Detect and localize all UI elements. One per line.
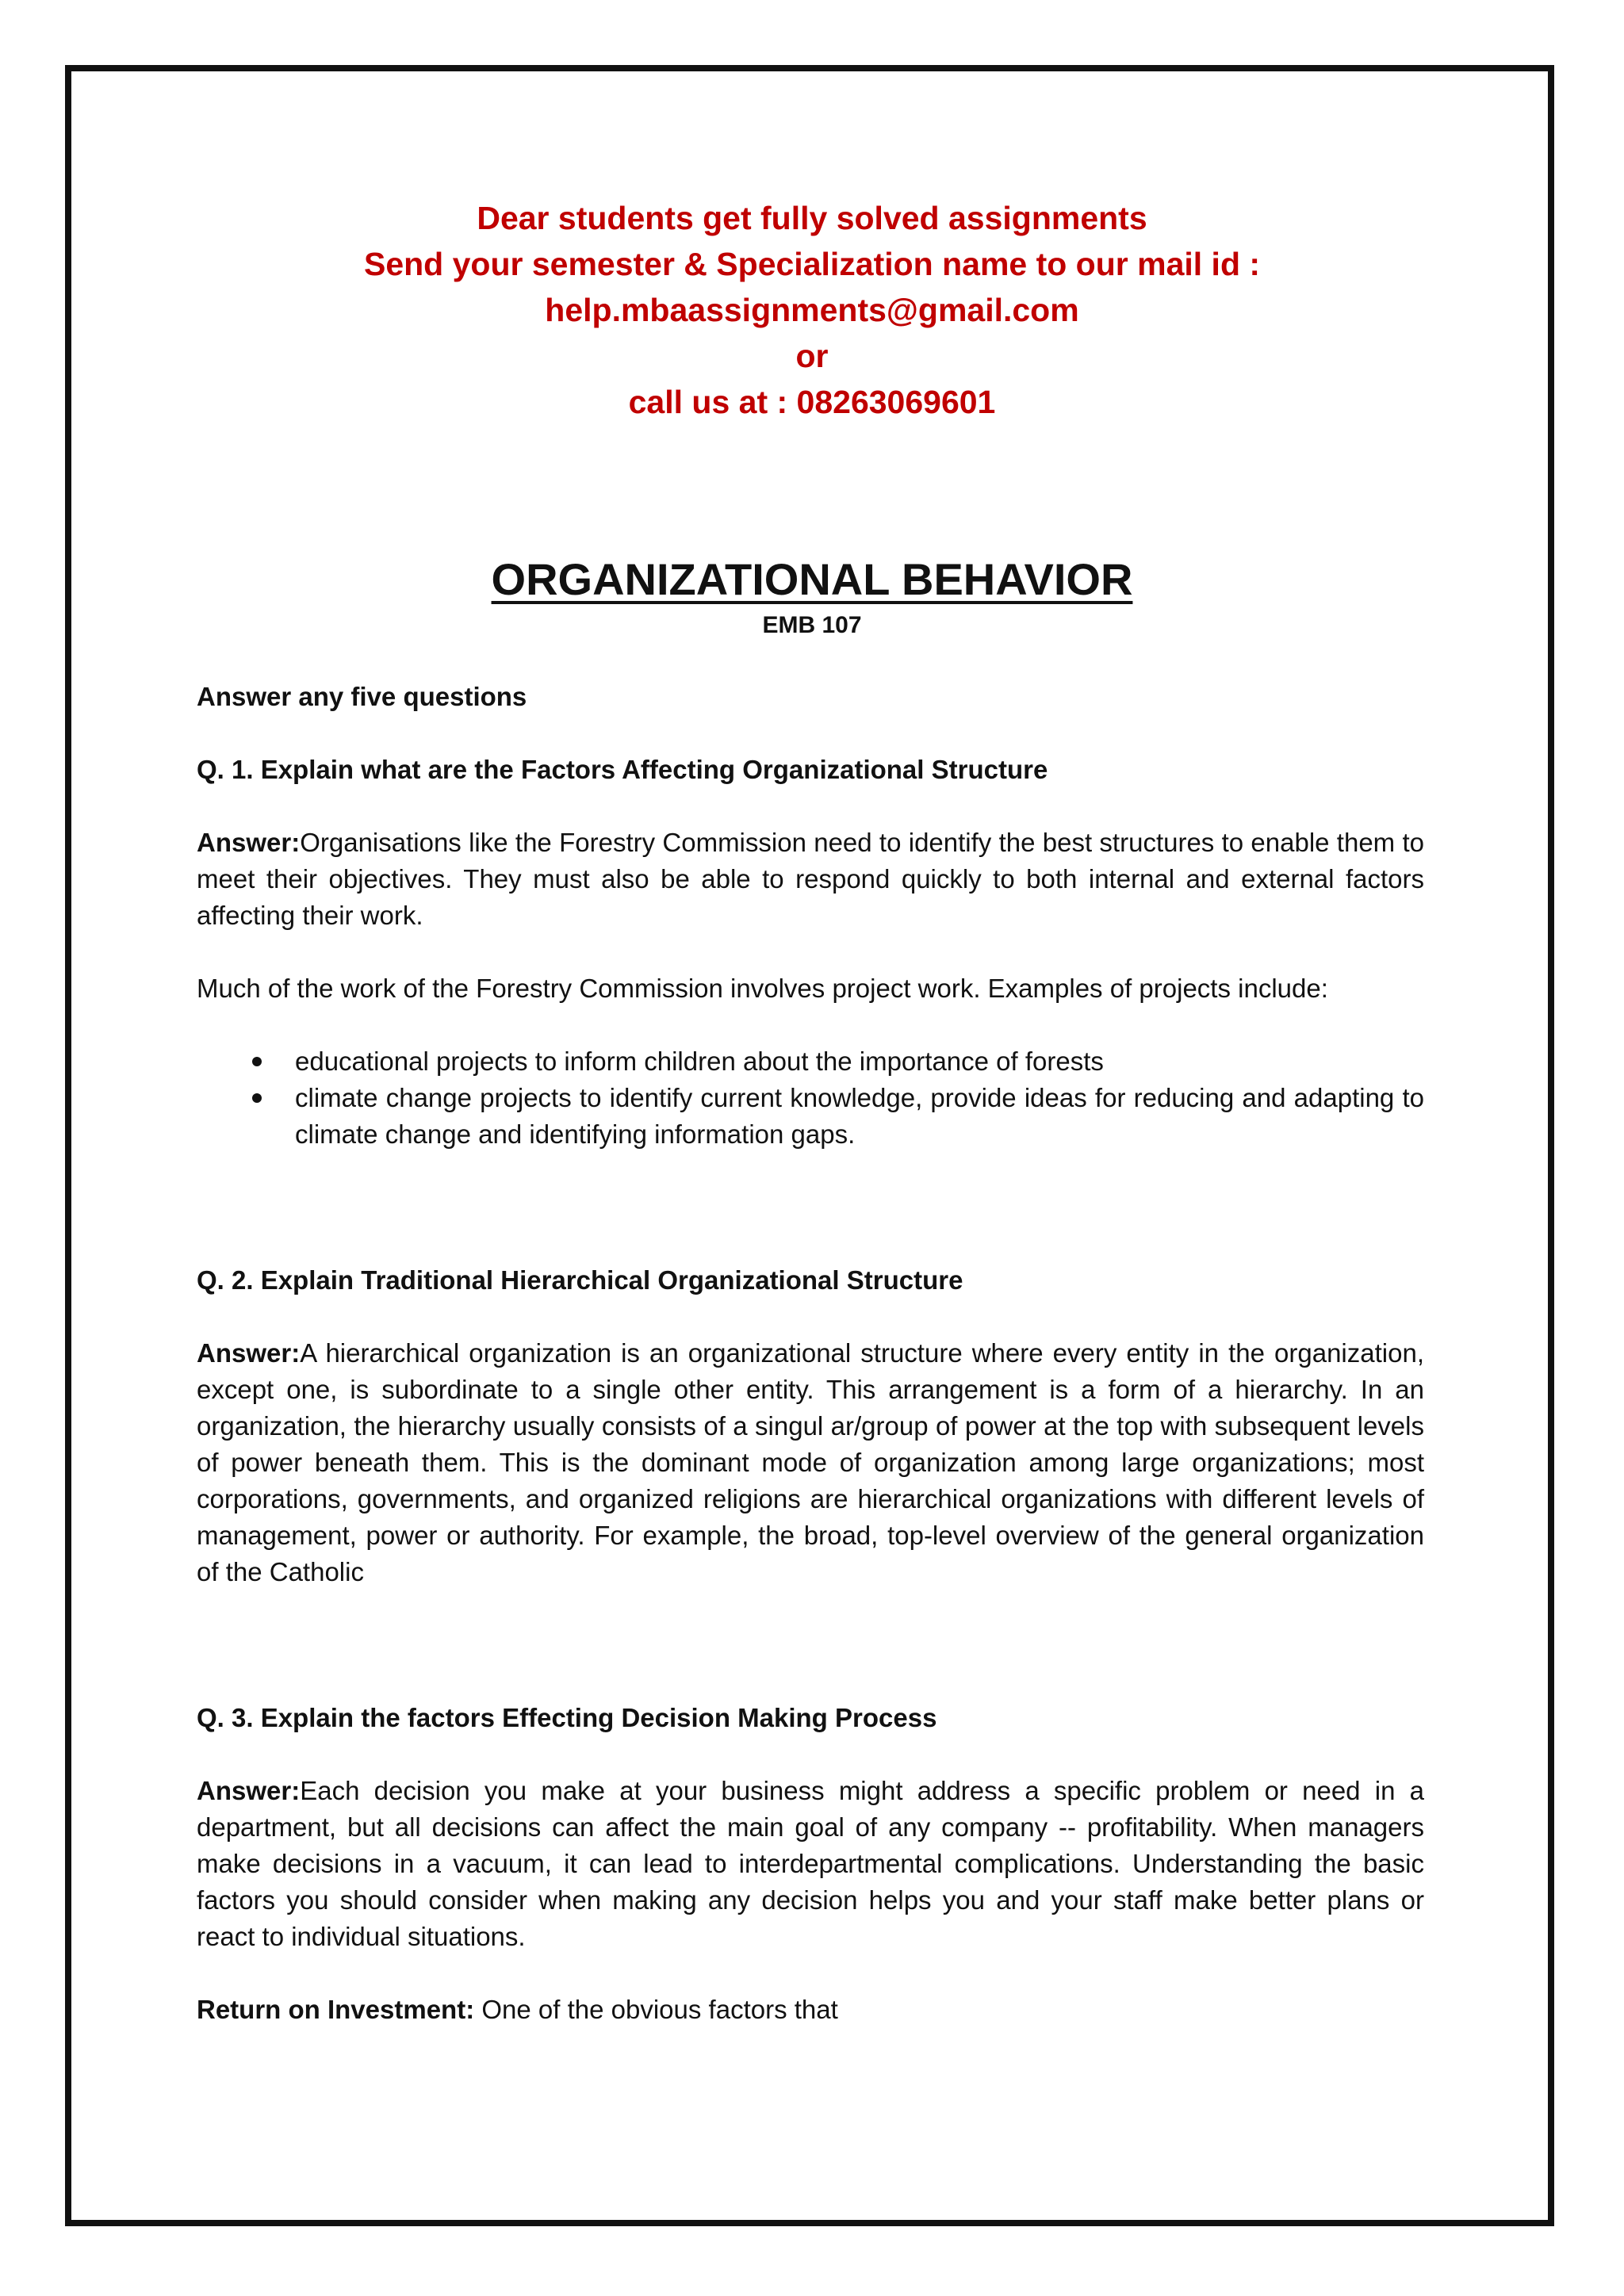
question-1-answer [197,825,1424,934]
answer-label: Answer: [197,1338,301,1368]
answer-text: A hierarchical organization is an organizational structure where every entity in the organization, except one, is subordinate to a single other entity. This arrangement is a form of a hierarchy. In an organization, the hierarchy usually consists of a singul ar/group of power at the top with subsequent levels of power beneath them. This is the dominant mode of organization among large organizations; most corporations, governments, and organized religions are hierarchical organizations with different levels of management, power or authority. For example, the broad, top-level overview of the general organization of the Catholic [197,1338,1424,1586]
document-body [197,679,1424,2028]
question-3-heading: Q. 3. Explain the factors Effecting Decision Making Process [197,1703,937,1732]
course-title: ORGANIZATIONAL BEHAVIOR [491,554,1133,604]
roi-label: Return on Investment: [197,1995,475,2024]
question-3-answer [197,1773,1424,1955]
answer-text: Each decision you make at your business might address a specific problem or need in a department, but all decisions can affect the main goal of any company -- profitability. When managers make decisions in a vacuum, it can lead to interdepartmental complications. Understanding the basic factors you should consider when making any decision helps you and your staff make better plans or react to individual situations. [197,1776,1424,1951]
list-item-text: educational projects to inform children about the importance of forests [295,1047,1104,1076]
answer-label: Answer: [197,1776,301,1805]
promo-line-2: Send your semester & Specialization name to our mail id : [363,246,1261,282]
bullet-icon [252,1093,262,1103]
list-item [197,1043,1424,1080]
roi-text: One of the obvious factors that [474,1995,838,2024]
course-code: EMB 107 [762,612,862,638]
bullet-icon [252,1057,262,1066]
question-2-heading: Q. 2. Explain Traditional Hierarchical Organizational Structure [197,1265,963,1295]
question-1-paragraph-2: Much of the work of the Forestry Commission involves project work. Examples of projects include: [197,974,1328,1003]
promo-email: help.mbaassignments@gmail.com [545,292,1079,328]
list-item-text: climate change projects to identify current knowledge, provide ideas for reducing and adapting to climate change and identifying information gaps. [295,1083,1424,1149]
question-1-heading: Q. 1. Explain what are the Factors Affecting Organizational Structure [197,755,1048,784]
question-3-roi [197,1992,1424,2028]
promo-line-1: Dear students get fully solved assignments [477,200,1147,236]
promo-banner [0,195,1624,425]
project-list [197,1043,1424,1153]
promo-phone: call us at : 08263069601 [628,384,996,420]
instructions: Answer any five questions [197,682,527,711]
promo-or: or [795,338,829,374]
list-item [197,1080,1424,1153]
title-block [0,553,1624,643]
answer-text: Organisations like the Forestry Commission need to identify the best structures to enable them to meet their objectives. They must also be able to respond quickly to both internal and external factors affecting their work. [197,828,1424,930]
answer-label: Answer: [197,828,301,857]
question-2-answer [197,1335,1424,1590]
